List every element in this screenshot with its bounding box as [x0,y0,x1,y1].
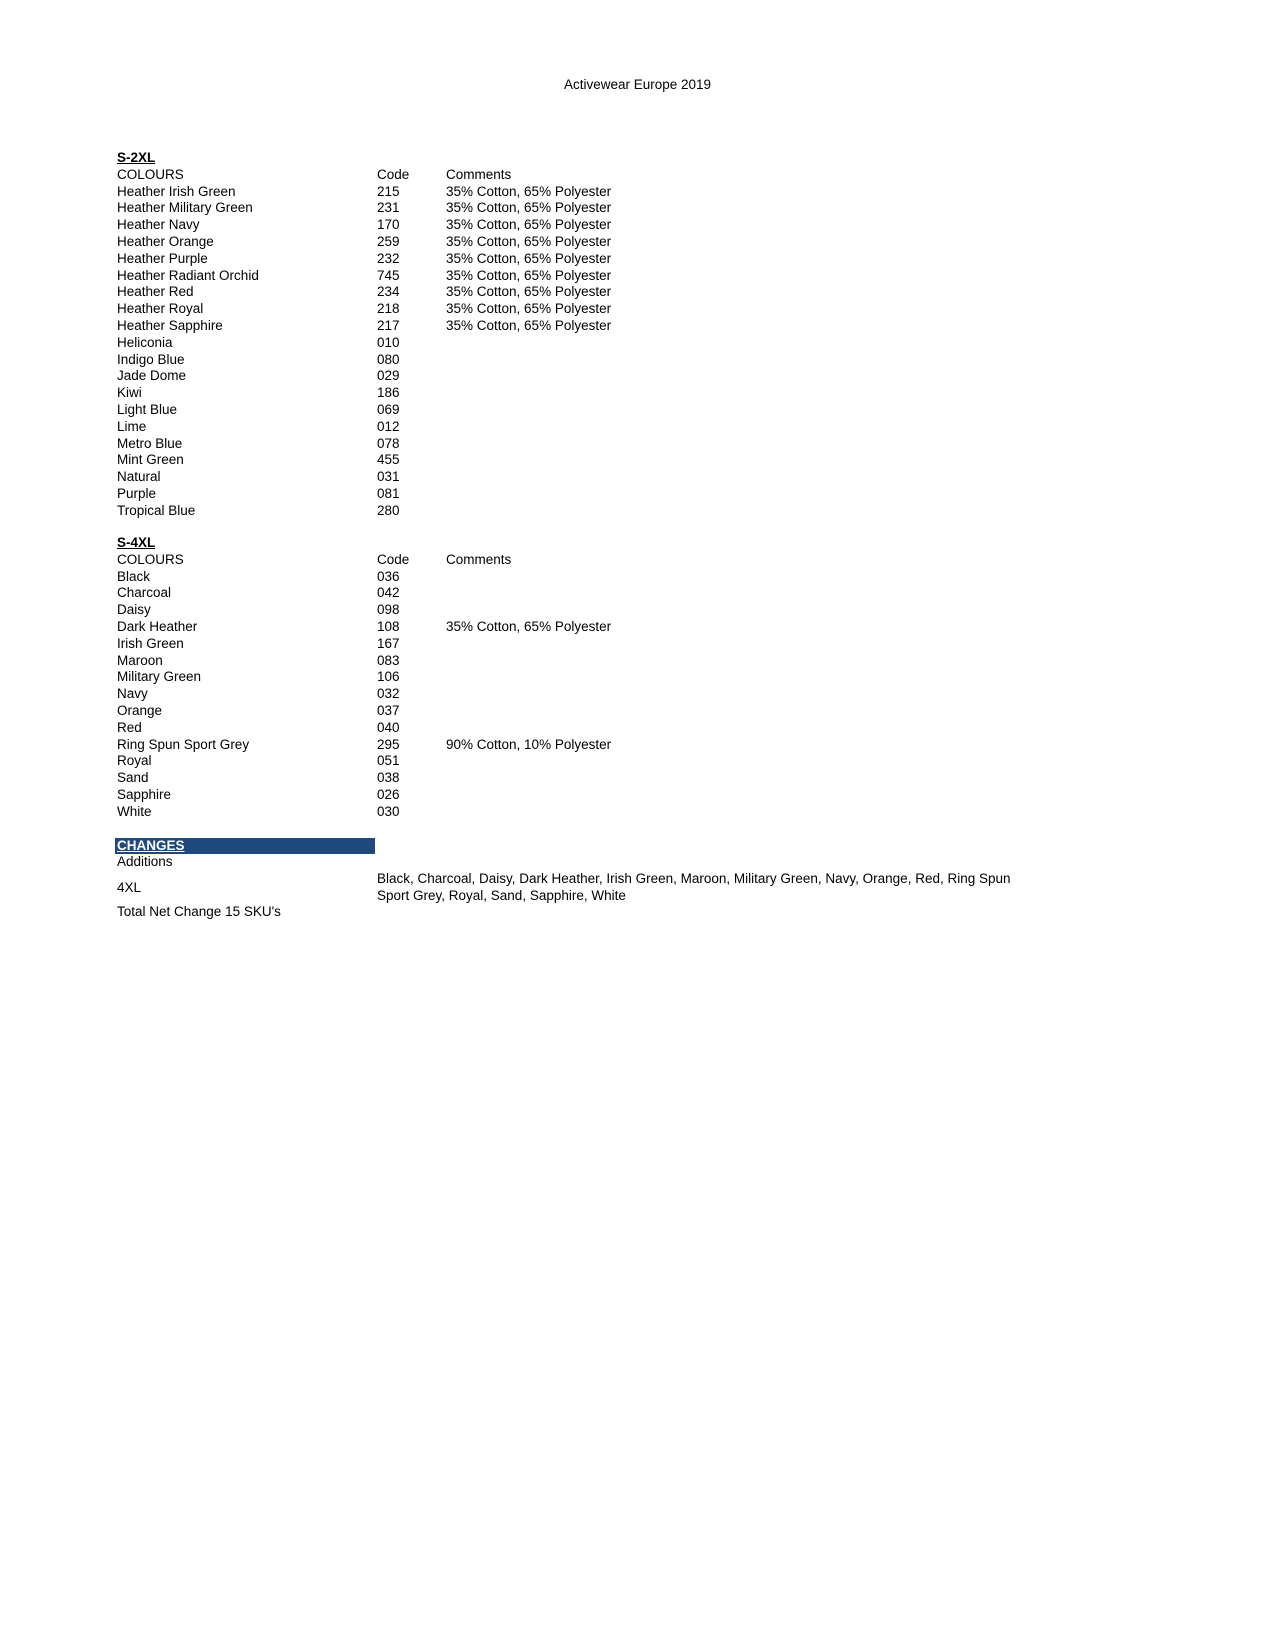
colour-name: Red [117,719,142,735]
table-row [117,385,746,402]
colour-name: Jade Dome [117,368,187,384]
colour-name: Mint Green [117,452,184,468]
colour-comment [446,368,746,385]
colour-name: Natural [117,469,161,485]
table-row [117,486,746,503]
table-row [117,804,746,821]
colour-name: Ring Spun Sport Grey [117,736,250,752]
colour-code: 234 [377,284,400,300]
colour-comment: 35% Cotton, 65% Polyester [446,618,612,634]
colour-comment [446,787,746,804]
total-row [115,904,1017,921]
table-row [117,787,746,804]
colour-comment [446,770,746,787]
colour-comment [446,385,746,402]
table-header-row [117,167,746,184]
colour-code: 215 [377,183,400,199]
colour-code: 031 [377,469,400,485]
colour-code: 170 [377,217,400,233]
colour-code: 259 [377,233,400,249]
changes-section [115,838,1017,921]
colour-comment: 90% Cotton, 10% Polyester [446,736,612,752]
table-row [117,318,746,335]
colour-code: 106 [377,669,400,685]
colour-code: 080 [377,351,400,367]
colour-name: Tropical Blue [117,502,196,518]
colour-comment: 35% Cotton, 65% Polyester [446,301,612,317]
table-row [117,217,746,234]
colour-code: 051 [377,753,400,769]
colour-comment [446,352,746,369]
table-row [117,669,746,686]
colour-comment [446,703,746,720]
table-row [117,402,746,419]
colour-code: 042 [377,585,400,601]
additions-label: Additions [117,854,173,869]
colour-code: 029 [377,368,400,384]
colour-name: Light Blue [117,401,178,417]
table-row [117,686,746,703]
size-additions-list: Black, Charcoal, Daisy, Dark Heather, Irish Green, Maroon, Military Green, Navy, Orange, Red, Ring Spun Sport Grey, Royal, Sand, Sapphire, White [377,870,1011,903]
colour-name: Heather Sapphire [117,317,223,333]
colour-comment [446,419,746,436]
table-row [117,703,746,720]
colour-name: Heliconia [117,334,173,350]
colour-name: Maroon [117,652,163,668]
colour-name: Heather Orange [117,233,214,249]
colour-comment [446,653,746,670]
colour-code: 217 [377,317,400,333]
table-row [117,251,746,268]
table-row [117,200,746,217]
colour-comment [446,669,746,686]
section-s-2xl [117,150,746,520]
column-header-colours: COLOURS [117,551,184,567]
colour-comment [446,636,746,653]
colour-comment [446,503,746,520]
table-row [117,268,746,285]
colour-name: Kiwi [117,385,142,401]
colour-code: 280 [377,502,400,518]
colour-comment [446,469,746,486]
colour-code: 295 [377,736,400,752]
colour-name: Charcoal [117,585,172,601]
table-row [117,720,746,737]
colour-code: 030 [377,803,400,819]
colour-name: White [117,803,152,819]
colour-code: 745 [377,267,400,283]
colour-comment [446,335,746,352]
colour-name: Orange [117,702,163,718]
colour-comment [446,402,746,419]
table-row [117,585,746,602]
table-body [117,184,746,520]
size-label: 4XL [117,879,142,895]
colour-code: 036 [377,568,400,584]
total-net-change: Total Net Change 15 SKU's [117,904,281,920]
colour-name: Royal [117,753,152,769]
colour-name: Indigo Blue [117,351,185,367]
colour-name: Sand [117,770,149,786]
colour-name: Black [117,568,151,584]
section-title: S-4XL [117,535,156,550]
section-title: S-2XL [117,150,156,165]
table-row [117,352,746,369]
colour-comment [446,585,746,602]
additions-row [115,854,1017,871]
colour-code: 081 [377,485,400,501]
colour-name: Irish Green [117,635,184,651]
colour-name: Heather Purple [117,250,208,266]
colour-comment [446,804,746,821]
colour-comment [446,436,746,453]
colour-code: 069 [377,401,400,417]
changes-title: CHANGES [115,838,375,854]
size-row [115,871,1017,905]
colour-code: 010 [377,334,400,350]
table-row [117,284,746,301]
colour-comment [446,486,746,503]
colour-code: 026 [377,786,400,802]
colour-code: 098 [377,602,400,618]
colour-comment [446,452,746,469]
colour-name: Purple [117,485,157,501]
colour-code: 037 [377,702,400,718]
table-row [117,419,746,436]
colour-name: Heather Radiant Orchid [117,267,259,283]
table-row [117,234,746,251]
table-row [117,301,746,318]
colour-name: Heather Irish Green [117,183,236,199]
colour-name: Metro Blue [117,435,183,451]
table-row [117,619,746,636]
column-header-comments: Comments [446,166,512,182]
colour-name: Heather Red [117,284,194,300]
column-header-code: Code [377,551,410,567]
colour-comment [446,569,746,586]
colour-name: Dark Heather [117,618,198,634]
column-header-comments: Comments [446,551,512,567]
colour-code: 167 [377,635,400,651]
colour-name: Heather Navy [117,217,200,233]
colour-code: 078 [377,435,400,451]
table-row [117,436,746,453]
table-row [117,636,746,653]
table-body [117,569,746,821]
colour-comment: 35% Cotton, 65% Polyester [446,267,612,283]
colour-code: 108 [377,618,400,634]
table-row [117,602,746,619]
table-row [117,503,746,520]
colour-code: 038 [377,770,400,786]
colour-code: 032 [377,686,400,702]
colour-comment: 35% Cotton, 65% Polyester [446,317,612,333]
colour-comment: 35% Cotton, 65% Polyester [446,217,612,233]
colour-comment: 35% Cotton, 65% Polyester [446,200,612,216]
colour-code: 083 [377,652,400,668]
colour-comment: 35% Cotton, 65% Polyester [446,250,612,266]
colour-code: 232 [377,250,400,266]
colour-code: 040 [377,719,400,735]
colour-code: 455 [377,452,400,468]
table-row [117,368,746,385]
table-row [117,653,746,670]
colour-comment [446,602,746,619]
column-header-code: Code [377,166,410,182]
colour-name: Military Green [117,669,202,685]
table-row [117,770,746,787]
table-header-row [117,552,746,569]
colour-comment [446,686,746,703]
colour-code: 012 [377,418,400,434]
table-row [117,184,746,201]
colour-comment [446,753,746,770]
table-row [117,753,746,770]
section-s-4xl [117,535,746,821]
table-row [117,737,746,754]
colour-comment: 35% Cotton, 65% Polyester [446,284,612,300]
table-row [117,569,746,586]
colour-code: 186 [377,385,400,401]
colour-name: Heather Royal [117,301,204,317]
colour-name: Lime [117,418,147,434]
table-row [117,469,746,486]
colour-code: 231 [377,200,400,216]
colour-name: Sapphire [117,786,172,802]
colour-comment: 35% Cotton, 65% Polyester [446,233,612,249]
colour-name: Navy [117,686,148,702]
colour-comment [446,720,746,737]
table-row [117,452,746,469]
table-row [117,335,746,352]
colour-name: Daisy [117,602,151,618]
column-header-colours: COLOURS [117,166,184,182]
colour-comment: 35% Cotton, 65% Polyester [446,183,612,199]
colour-name: Heather Military Green [117,200,253,216]
page-title: Activewear Europe 2019 [563,77,712,92]
colour-code: 218 [377,301,400,317]
